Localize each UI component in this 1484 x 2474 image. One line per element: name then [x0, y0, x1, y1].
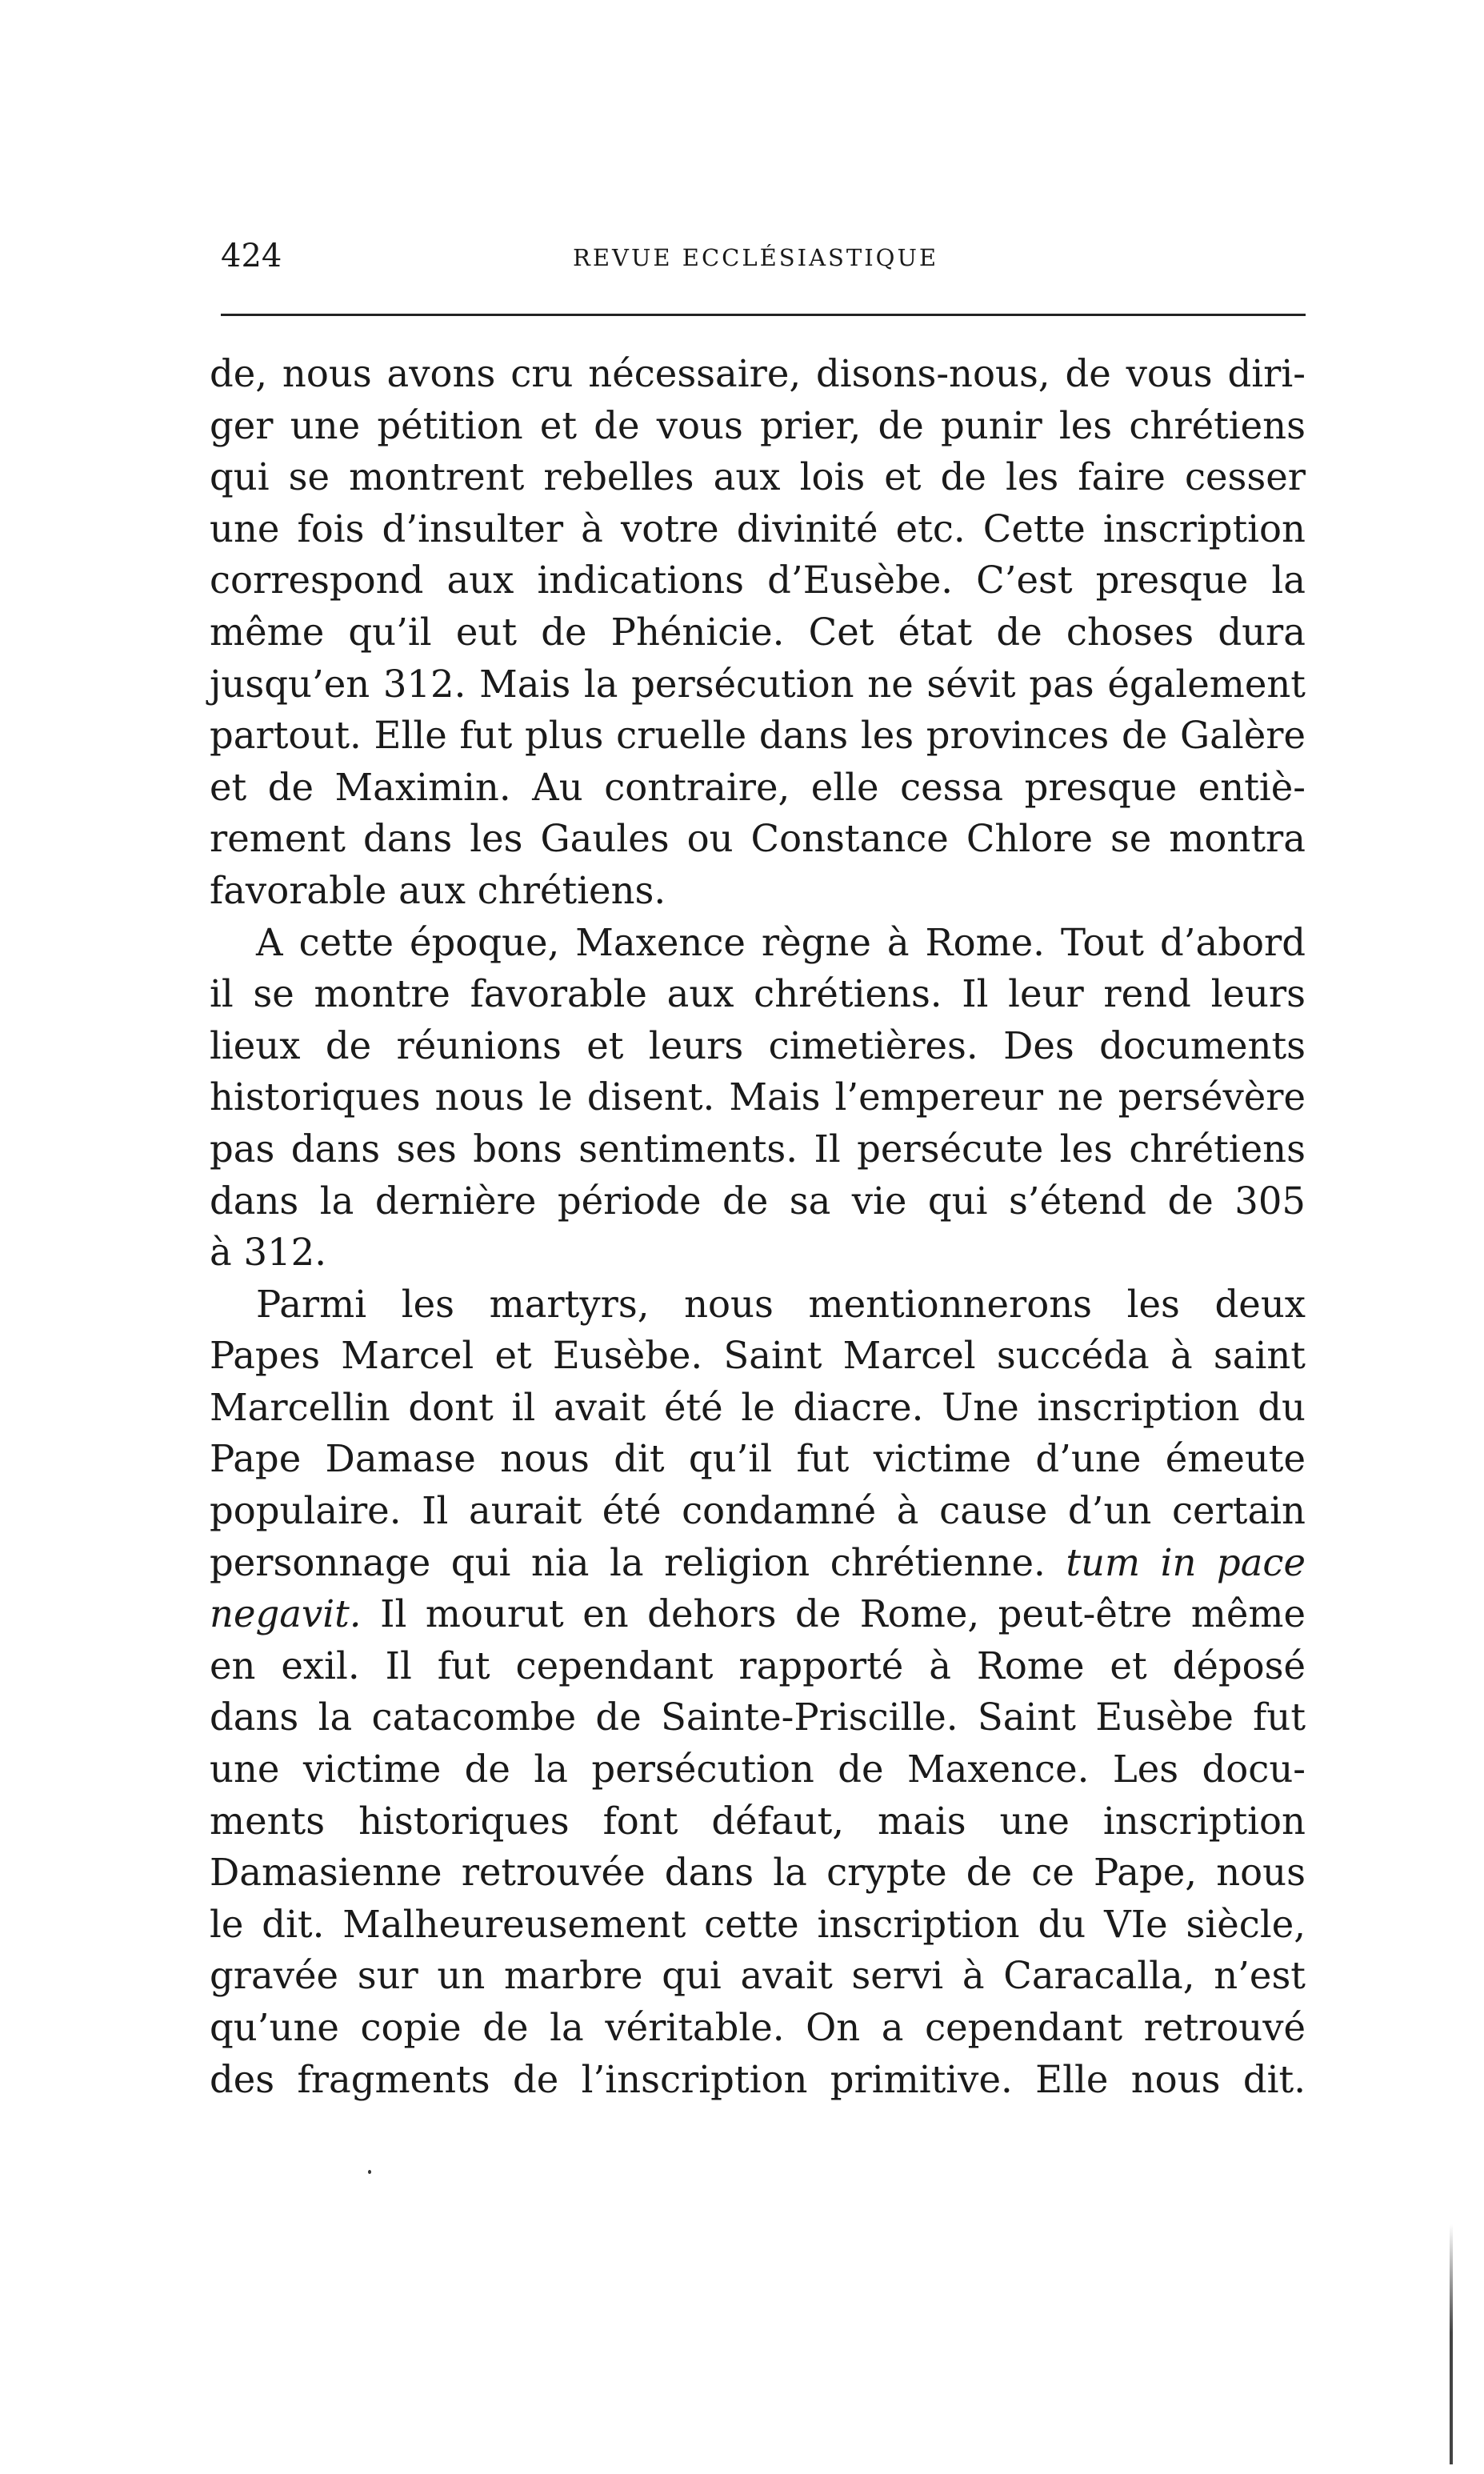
text-segment: personnage qui nia la religion chrétienne. [210, 1540, 1046, 1584]
ink-speck [368, 2170, 371, 2174]
text-line: dans la catacombe de Sainte-Priscille. Saint Eusèbe fut [210, 1695, 1306, 1739]
paragraph-start-line: Parmi les martyrs, nous mentionnerons les deux [256, 1282, 1306, 1326]
margin-edge-mark [1450, 2224, 1453, 2464]
header-rule [221, 314, 1306, 316]
text-line: qui se montrent rebelles aux lois et de les faire cesser [210, 455, 1306, 499]
text-line: dans la dernière période de sa vie qui s’étend de 305 [210, 1179, 1306, 1223]
text-line: à 312. [210, 1231, 327, 1275]
text-line: des fragments de l’inscription primitive. Elle nous dit. [210, 2057, 1306, 2101]
latin-phrase: tum in pace [1066, 1540, 1306, 1584]
body-text [210, 348, 1306, 2105]
text-line: populaire. Il aurait été condamné à cause d’un certain [210, 1489, 1306, 1533]
running-head: REVUE ECCLÉSIASTIQUE [573, 244, 939, 271]
text-segment: Il mourut en dehors de Rome, peut-être même [380, 1592, 1306, 1636]
text-line: et de Maximin. Au contraire, elle cessa presque entiè- [210, 765, 1306, 809]
text-line: partout. Elle fut plus cruelle dans les provinces de Galère [210, 714, 1306, 758]
text-line: rement dans les Gaules ou Constance Chlore se montra [210, 817, 1306, 861]
text-line: correspond aux indications d’Eusèbe. C’est presque la [210, 558, 1306, 602]
text-line: en exil. Il fut cependant rapporté à Rome et déposé [210, 1643, 1306, 1687]
page-number: 424 [221, 238, 282, 274]
text-line-with-latin [210, 1537, 1306, 1589]
text-line: même qu’il eut de Phénicie. Cet état de choses dura [210, 610, 1306, 654]
text-line: jusqu’en 312. Mais la persécution ne sévit pas également [210, 662, 1306, 706]
text-line: une fois d’insulter à votre divinité etc. Cette inscription [210, 506, 1306, 550]
text-line: une victime de la persécution de Maxence. Les docu- [210, 1747, 1306, 1791]
text-line: Marcellin dont il avait été le diacre. Une inscription du [210, 1385, 1306, 1429]
text-line: gravée sur un marbre qui avait servi à Caracalla, n’est [210, 1954, 1306, 1998]
text-line: le dit. Malheureusement cette inscription du VIe siècle, [210, 1902, 1306, 1946]
latin-phrase: negavit. [210, 1592, 362, 1636]
text-line: favorable aux chrétiens. [210, 868, 666, 912]
text-line: il se montre favorable aux chrétiens. Il leur rend leurs [210, 972, 1306, 1016]
text-line: Papes Marcel et Eusèbe. Saint Marcel succéda à saint [210, 1334, 1306, 1378]
text-line: de, nous avons cru nécessaire, disons-nous, de vous diri- [210, 352, 1306, 395]
text-line: ger une pétition et de vous prier, de punir les chrétiens [210, 403, 1306, 447]
text-line: pas dans ses bons sentiments. Il persécute les chrétiens [210, 1127, 1306, 1171]
text-line-with-latin [210, 1588, 1306, 1640]
text-line: qu’une copie de la véritable. On a cependant retrouvé [210, 2006, 1306, 2049]
paragraph-start-line: A cette époque, Maxence règne à Rome. Tout d’abord [256, 920, 1306, 964]
text-line: lieux de réunions et leurs cimetières. Des documents [210, 1023, 1306, 1067]
text-line: historiques nous le disent. Mais l’empereur ne persévère [210, 1075, 1306, 1119]
text-line: Pape Damase nous dit qu’il fut victime d’une émeute [210, 1437, 1306, 1481]
page-header [221, 232, 1306, 280]
text-line: ments historiques font défaut, mais une inscription [210, 1799, 1306, 1843]
text-line: Damasienne retrouvée dans la crypte de ce Pape, nous [210, 1851, 1306, 1895]
